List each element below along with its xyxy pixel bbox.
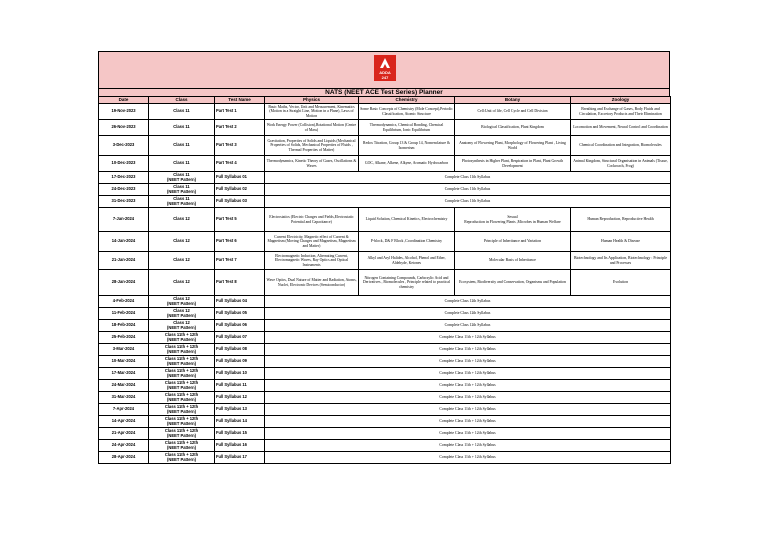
class-cell: Class 11th + 12th (NEET Pattern) xyxy=(149,356,215,368)
class-cell: Class 11th + 12th (NEET Pattern) xyxy=(149,344,215,356)
adda247-logo xyxy=(374,55,396,81)
botany-cell: Photosynthesis in Higher Plant, Respiration in Plant, Plant Growth Development xyxy=(455,156,571,172)
table-row xyxy=(99,416,671,428)
test-name-cell: Full Syllabus 12 xyxy=(215,392,265,404)
date-cell: 7-Apr-2024 xyxy=(99,404,149,416)
syllabus-cell: Complete Class 11th Syllabus xyxy=(265,172,671,184)
syllabus-cell: Complete Class 11th + 12th Syllabus xyxy=(265,392,671,404)
zoology-cell: Animal Kingdom, Structural Organisation in Animals (Tissue, Cockroach, Frog) xyxy=(571,156,671,172)
test-name-cell: Full Syllabus 01 xyxy=(215,172,265,184)
date-cell: 31-Dec-2023 xyxy=(99,196,149,208)
class-cell: Class 12 (NEET Pattern) xyxy=(149,308,215,320)
test-name-cell: Part Test 1 xyxy=(215,104,265,120)
date-cell: 28-Jan-2024 xyxy=(99,270,149,296)
botany-cell: Biological Classification, Plant Kingdom xyxy=(455,120,571,136)
chemistry-cell: GOC, Alkane, Alkene, Alkyne, Aromatic Hydrocarbon xyxy=(359,156,455,172)
table-row xyxy=(99,296,671,308)
syllabus-cell: Complete Class 11th + 12th Syllabus xyxy=(265,380,671,392)
physics-cell: Electromagnetic Induction, Alternating Current, Electromagnetic Waves, Ray Optics and Optical Instruments xyxy=(265,252,359,270)
test-name-cell: Part Test 5 xyxy=(215,208,265,232)
class-cell: Class 11 (NEET Pattern) xyxy=(149,196,215,208)
table-row xyxy=(99,252,671,270)
header-row xyxy=(99,97,671,104)
date-cell: 17-Mar-2024 xyxy=(99,368,149,380)
test-name-cell: Full Syllabus 17 xyxy=(215,452,265,464)
class-cell: Class 11 (NEET Pattern) xyxy=(149,172,215,184)
test-name-cell: Full Syllabus 16 xyxy=(215,440,265,452)
physics-cell: Work Energy Power (Collision),Rotational Motion (Centre of Mass) xyxy=(265,120,359,136)
chemistry-cell: Alkyl and Aryl Halides, Alcohol, Phenol and Ether, Aldehyde, Ketones xyxy=(359,252,455,270)
botany-cell: Molecular Basis of Inheritance xyxy=(455,252,571,270)
chemistry-cell: Thermodynamics, Chemical Bonding, Chemical Equilibrium, Ionic Equilibrium xyxy=(359,120,455,136)
syllabus-cell: Complete Class 12th Syllabus xyxy=(265,296,671,308)
class-cell: Class 11 xyxy=(149,136,215,156)
zoology-cell: Biotechnology and Its Application, Biotechnology : Principle and Processes xyxy=(571,252,671,270)
class-cell: Class 12 xyxy=(149,270,215,296)
class-cell: Class 11th + 12th (NEET Pattern) xyxy=(149,428,215,440)
table-row xyxy=(99,368,671,380)
table-row xyxy=(99,404,671,416)
class-cell: Class 12 (NEET Pattern) xyxy=(149,320,215,332)
date-cell: 18-Feb-2024 xyxy=(99,320,149,332)
class-cell: Class 12 xyxy=(149,252,215,270)
test-name-cell: Part Test 7 xyxy=(215,252,265,270)
syllabus-cell: Complete Class 11th + 12th Syllabus xyxy=(265,404,671,416)
botany-cell: Cell:Unit of life, Cell Cycle and Cell Division xyxy=(455,104,571,120)
test-name-cell: Full Syllabus 09 xyxy=(215,356,265,368)
syllabus-cell: Complete Class 11th + 12th Syllabus xyxy=(265,440,671,452)
table-row xyxy=(99,208,671,232)
test-name-cell: Part Test 3 xyxy=(215,136,265,156)
table-row xyxy=(99,392,671,404)
test-name-cell: Part Test 2 xyxy=(215,120,265,136)
syllabus-cell: Complete Class 11th Syllabus xyxy=(265,196,671,208)
physics-cell: Thermodynamics, Kinetic Theory of Gases, Oscillations & Waves xyxy=(265,156,359,172)
table-row xyxy=(99,184,671,196)
header-chemistry: Chemistry xyxy=(359,97,455,104)
chemistry-cell: Nitrogen Containing Compounds, Carboxylic Acid and Derivatives , Biomolecules , Principle related to practical chemistry xyxy=(359,270,455,296)
table-row xyxy=(99,356,671,368)
test-name-cell: Full Syllabus 08 xyxy=(215,344,265,356)
class-cell: Class 11 xyxy=(149,104,215,120)
syllabus-cell: Complete Class 11th + 12th Syllabus xyxy=(265,416,671,428)
test-name-cell: Full Syllabus 03 xyxy=(215,196,265,208)
table-row xyxy=(99,440,671,452)
date-cell: 24-Apr-2024 xyxy=(99,440,149,452)
botany-cell: Ecosystem, Biodiversity and Conservation, Organisms and Population xyxy=(455,270,571,296)
class-cell: Class 12 xyxy=(149,208,215,232)
class-cell: Class 11th + 12th (NEET Pattern) xyxy=(149,416,215,428)
test-name-cell: Full Syllabus 10 xyxy=(215,368,265,380)
test-name-cell: Full Syllabus 11 xyxy=(215,380,265,392)
zoology-cell: Human Health & Disease xyxy=(571,232,671,252)
date-cell: 10-Mar-2024 xyxy=(99,356,149,368)
table-row xyxy=(99,232,671,252)
table-row xyxy=(99,156,671,172)
class-cell: Class 12 xyxy=(149,232,215,252)
botany-cell: Principle of Inheritance and Variation xyxy=(455,232,571,252)
banner xyxy=(98,51,670,88)
table-row xyxy=(99,104,671,120)
class-cell: Class 11th + 12th (NEET Pattern) xyxy=(149,440,215,452)
date-cell: 26-Nov-2023 xyxy=(99,120,149,136)
header-test-name: Test Name xyxy=(215,97,265,104)
table-row xyxy=(99,428,671,440)
zoology-cell: Chemical Coordination and Integration, Biomolecules xyxy=(571,136,671,156)
date-cell: 21-Jan-2024 xyxy=(99,252,149,270)
class-cell: Class 11 xyxy=(149,156,215,172)
date-cell: 24-Mar-2024 xyxy=(99,380,149,392)
planner-body xyxy=(99,104,671,464)
chemistry-cell: Some Basic Concepts of Chemistry (Mole Concept),Periodic Classification, Atomic Structure xyxy=(359,104,455,120)
class-cell: Class 11 (NEET Pattern) xyxy=(149,184,215,196)
test-name-cell: Full Syllabus 14 xyxy=(215,416,265,428)
date-cell: 14-Jan-2024 xyxy=(99,232,149,252)
chemistry-cell: P-block, D& F Block ,Coordination Chemistry xyxy=(359,232,455,252)
test-name-cell: Full Syllabus 05 xyxy=(215,308,265,320)
date-cell: 7-Jan-2024 xyxy=(99,208,149,232)
class-cell: Class 11th + 12th (NEET Pattern) xyxy=(149,452,215,464)
test-name-cell: Full Syllabus 13 xyxy=(215,404,265,416)
class-cell: Class 11th + 12th (NEET Pattern) xyxy=(149,332,215,344)
test-name-cell: Part Test 6 xyxy=(215,232,265,252)
syllabus-cell: Complete Class 11th + 12th Syllabus xyxy=(265,428,671,440)
date-cell: 17-Dec-2023 xyxy=(99,172,149,184)
class-cell: Class 11th + 12th (NEET Pattern) xyxy=(149,392,215,404)
syllabus-cell: Complete Class 11th + 12th Syllabus xyxy=(265,368,671,380)
physics-cell: Current Electricity, Magnetic effect of Current & Magnetism (Moving Charges and Magnetism, Magnetism and Matter) xyxy=(265,232,359,252)
header-botany: Botany xyxy=(455,97,571,104)
logo-text: ADDA 247 xyxy=(379,70,391,80)
syllabus-cell: Complete Class 12th Syllabus xyxy=(265,320,671,332)
class-cell: Class 11th + 12th (NEET Pattern) xyxy=(149,380,215,392)
zoology-cell: Locomotion and Movement, Neural Control and Coordination xyxy=(571,120,671,136)
test-name-cell: Full Syllabus 07 xyxy=(215,332,265,344)
test-name-cell: Full Syllabus 15 xyxy=(215,428,265,440)
syllabus-cell: Complete Class 11th + 12th Syllabus xyxy=(265,344,671,356)
botany-cell: Sexual Reproduction in Flowering Plants ,Microbes in Human Welfare xyxy=(455,208,571,232)
class-cell: Class 11th + 12th (NEET Pattern) xyxy=(149,404,215,416)
table-row xyxy=(99,196,671,208)
date-cell: 21-Apr-2024 xyxy=(99,428,149,440)
table-row xyxy=(99,136,671,156)
planner-page xyxy=(98,51,670,464)
date-cell: 3-Dec-2023 xyxy=(99,136,149,156)
syllabus-cell: Complete Class 11th + 12th Syllabus xyxy=(265,356,671,368)
test-name-cell: Part Test 4 xyxy=(215,156,265,172)
table-row xyxy=(99,320,671,332)
date-cell: 10-Dec-2023 xyxy=(99,156,149,172)
date-cell: 28-Apr-2024 xyxy=(99,452,149,464)
table-row xyxy=(99,120,671,136)
physics-cell: Basic Maths, Vector, Unit and Measurement, Kinematics (Motion in a Straight Line, Motion in a Plane), Laws of Motion xyxy=(265,104,359,120)
header-date: Date xyxy=(99,97,149,104)
class-cell: Class 11th + 12th (NEET Pattern) xyxy=(149,368,215,380)
zoology-cell: Human Reproduction, Reproductive Health xyxy=(571,208,671,232)
date-cell: 25-Feb-2024 xyxy=(99,332,149,344)
syllabus-cell: Complete Class 11th Syllabus xyxy=(265,184,671,196)
table-row xyxy=(99,332,671,344)
table-row xyxy=(99,308,671,320)
zoology-cell: Breathing and Exchange of Gases, Body Fluids and Circulation, Excretory Products and Their Elimination xyxy=(571,104,671,120)
date-cell: 31-Mar-2024 xyxy=(99,392,149,404)
table-row xyxy=(99,380,671,392)
date-cell: 3-Mar-2024 xyxy=(99,344,149,356)
table-row xyxy=(99,452,671,464)
header-class: Class xyxy=(149,97,215,104)
page-title: NATS (NEET ACE Test Series) Planner xyxy=(98,88,670,96)
date-cell: 11-Feb-2024 xyxy=(99,308,149,320)
date-cell: 14-Apr-2024 xyxy=(99,416,149,428)
test-name-cell: Full Syllabus 06 xyxy=(215,320,265,332)
zoology-cell: Evolution xyxy=(571,270,671,296)
table-row xyxy=(99,344,671,356)
date-cell: 4-Feb-2024 xyxy=(99,296,149,308)
botany-cell: Anatomy of Flowering Plant, Morphology of Flowering Plant , Living World xyxy=(455,136,571,156)
syllabus-cell: Complete Class 11th + 12th Syllabus xyxy=(265,332,671,344)
test-name-cell: Full Syllabus 02 xyxy=(215,184,265,196)
chemistry-cell: Liquid Solution, Chemical Kinetics, Electrochemistry xyxy=(359,208,455,232)
planner-table xyxy=(98,96,671,464)
physics-cell: Gravitation, Properties of Solids and Liquids (Mechanical Properties of Solids, Mechanical Properties of Fluids , Thermal Properties of Matter) xyxy=(265,136,359,156)
physics-cell: Electrostatics (Electric Charges and Fields,Electrostatic Potential and Capacitance) xyxy=(265,208,359,232)
table-row xyxy=(99,172,671,184)
date-cell: 19-Nov-2023 xyxy=(99,104,149,120)
syllabus-cell: Complete Class 12th Syllabus xyxy=(265,308,671,320)
table-row xyxy=(99,270,671,296)
class-cell: Class 12 (NEET Pattern) xyxy=(149,296,215,308)
chemistry-cell: Redox Titration, Group 13 & Group 14, Nomenclature & Isomerism xyxy=(359,136,455,156)
header-zoology: Zoology xyxy=(571,97,671,104)
test-name-cell: Full Syllabus 04 xyxy=(215,296,265,308)
physics-cell: Wave Optics, Dual Nature of Matter and Radiation, Atoms, Nuclei, Electronic Devices (Semiconductor) xyxy=(265,270,359,296)
header-physics: Physics xyxy=(265,97,359,104)
logo-triangle-inner-icon xyxy=(383,64,387,68)
date-cell: 24-Dec-2023 xyxy=(99,184,149,196)
class-cell: Class 11 xyxy=(149,120,215,136)
test-name-cell: Part Test 8 xyxy=(215,270,265,296)
syllabus-cell: Complete Class 11th + 12th Syllabus xyxy=(265,452,671,464)
